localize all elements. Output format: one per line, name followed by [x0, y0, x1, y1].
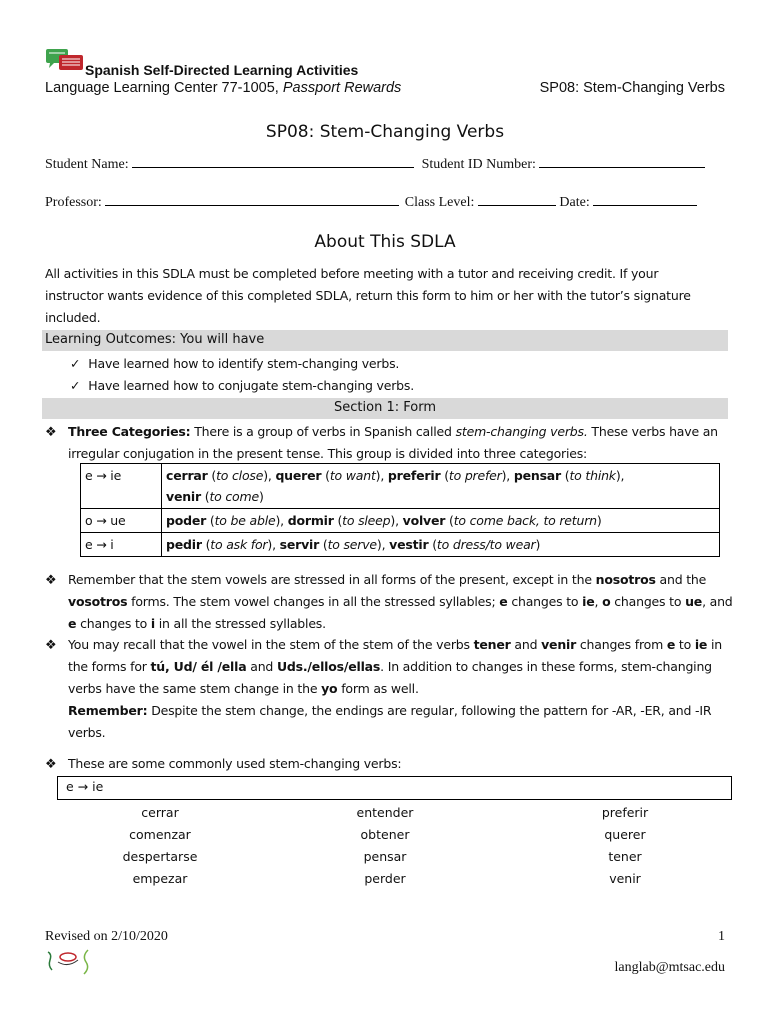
verbs-cell: cerrar (to close), querer (to want), preferir (to prefer), pensar (to think), venir (to come): [162, 464, 720, 509]
about-heading: About This SDLA: [314, 232, 456, 252]
three-categories-text: [68, 421, 728, 465]
text: e: [666, 637, 676, 652]
diamond-bullet-icon: ❖: [45, 637, 57, 652]
three-text-b: These verbs have an: [591, 424, 718, 439]
text: vosotros: [68, 594, 128, 609]
list-item: pensar: [363, 849, 407, 864]
page-number: 1: [718, 929, 725, 944]
verb: servir: [279, 537, 320, 552]
text: . In addition to changes in these forms, stem-changing: [380, 659, 712, 674]
gloss: to sleep: [342, 513, 391, 528]
outcomes-heading: Learning Outcomes: You will have: [45, 332, 265, 347]
verb-column-2: [295, 802, 475, 890]
outcome-item-2: [70, 375, 414, 397]
text: venir: [541, 637, 577, 652]
diamond-bullet-icon: ❖: [45, 424, 57, 439]
text: i: [150, 616, 155, 631]
text: form as well.: [341, 681, 419, 696]
table-row: [81, 509, 720, 533]
text: yo: [321, 681, 338, 696]
verb: venir: [166, 489, 201, 504]
student-name-field[interactable]: [132, 155, 414, 168]
list-item: cerrar: [141, 805, 179, 820]
chat-bubbles-logo: [45, 48, 85, 74]
about-paragraph: All activities in this SDLA must be completed before meeting with a tutor and receiving credit. If your instructor wants evidence of this completed SDLA, return this form to him or her with the tutor’s signature included.: [45, 266, 691, 325]
change-cell: e → i: [81, 533, 162, 557]
text: nosotros: [595, 572, 656, 587]
text: ,: [594, 594, 599, 609]
header-title: Spanish Self-Directed Learning Activities: [85, 62, 359, 78]
gloss: to be able: [214, 513, 276, 528]
diamond-bullet-icon: ❖: [45, 756, 57, 771]
header-center: [45, 80, 401, 96]
text: Remember that the stem vowels are stressed in all forms of the present, except in the: [68, 572, 592, 587]
text: , and: [702, 594, 733, 609]
text: and: [250, 659, 274, 674]
outcome-item-1: [70, 353, 399, 375]
gloss: to come: [209, 489, 259, 504]
remember-paragraph: [68, 569, 733, 635]
three-text-italic: stem-changing verbs.: [455, 424, 588, 439]
gloss: to come back, to return: [453, 513, 597, 528]
professor-label: Professor:: [45, 195, 102, 210]
gloss: to close: [216, 468, 264, 483]
common-box: [57, 776, 732, 800]
list-item: despertarse: [122, 849, 198, 864]
gloss: to serve: [327, 537, 377, 552]
verbs-cell: poder (to be able), dormir (to sleep), volver (to come back, to return): [162, 509, 720, 533]
text: e: [68, 616, 77, 631]
recall-paragraph: [68, 634, 733, 744]
list-item: entender: [356, 805, 414, 820]
diamond-bullet-icon: ❖: [45, 572, 57, 587]
footer-email: langlab@mtsac.edu: [614, 960, 725, 975]
list-item: tener: [608, 849, 642, 864]
text: changes to: [511, 594, 579, 609]
verb: dormir: [287, 513, 334, 528]
text: in all the stressed syllables.: [158, 616, 326, 631]
outcome-text-2: Have learned how to conjugate stem-changing verbs.: [88, 378, 415, 393]
verb-column-3: [535, 802, 715, 890]
header-center-italic: Passport Rewards: [282, 80, 402, 96]
verb: vestir: [389, 537, 429, 552]
text: and: [514, 637, 538, 652]
list-item: querer: [604, 827, 646, 842]
gloss: to ask for: [210, 537, 268, 552]
text: e: [499, 594, 508, 609]
categories-table: [80, 463, 720, 557]
table-row: [81, 533, 720, 557]
text: ie: [582, 594, 595, 609]
verbs-cell: pedir (to ask for), servir (to serve), vestir (to dress/to wear): [162, 533, 720, 557]
header-center-text: Language Learning Center 77-1005,: [45, 80, 279, 96]
text: and the: [659, 572, 707, 587]
gloss: to dress/to wear: [436, 537, 536, 552]
text: forms. The stem vowel changes in all the stressed syllables;: [131, 594, 496, 609]
header-right: SP08: Stem-Changing Verbs: [539, 80, 725, 96]
gloss: to think: [569, 468, 616, 483]
gloss: to prefer: [448, 468, 502, 483]
check-icon: ✓: [70, 378, 81, 393]
text: to: [678, 637, 692, 652]
text: o: [602, 594, 611, 609]
text: changes from: [579, 637, 664, 652]
section1-heading: Section 1: Form: [334, 400, 436, 415]
text: ue: [685, 594, 703, 609]
change-cell: e → ie: [81, 464, 162, 509]
class-level-label: Class Level:: [404, 195, 475, 210]
text: the forms for: [68, 659, 147, 674]
verb: preferir: [387, 468, 441, 483]
text: Uds./ellos/ellas: [276, 659, 381, 674]
text: tener: [473, 637, 511, 652]
three-text-line2: irregular conjugation in the present tense. This group is divided into three categories:: [68, 446, 588, 461]
text: ie: [694, 637, 708, 652]
verb: cerrar: [166, 468, 208, 483]
professor-field[interactable]: [105, 193, 399, 206]
date-label: Date:: [559, 195, 590, 210]
text: tú, Ud/ él /ella: [150, 659, 247, 674]
list-item: empezar: [132, 871, 188, 886]
check-icon: ✓: [70, 356, 81, 371]
student-id-field[interactable]: [539, 155, 705, 168]
verb: pensar: [513, 468, 562, 483]
table-row: [81, 464, 720, 509]
verb: querer: [275, 468, 322, 483]
document-title: SP08: Stem-Changing Verbs: [265, 122, 505, 142]
text: in: [711, 637, 722, 652]
text: verbs.: [68, 725, 106, 740]
three-categories-label: Three Categories:: [68, 424, 191, 439]
student-id-label: Student ID Number:: [421, 157, 536, 172]
common-box-label: e → ie: [66, 779, 104, 794]
list-item: venir: [609, 871, 641, 886]
date-field[interactable]: [593, 193, 697, 206]
text: Despite the stem change, the endings are regular, following the pattern for -AR, -ER, and -IR: [151, 703, 712, 718]
text: changes to: [614, 594, 682, 609]
form-row-1: [45, 155, 705, 173]
list-item: obtener: [360, 827, 410, 842]
text: Remember:: [68, 703, 148, 718]
list-item: comenzar: [129, 827, 191, 842]
class-level-field[interactable]: [478, 193, 556, 206]
form-row-2: [45, 193, 697, 211]
three-text-a: There is a group of verbs in Spanish called: [194, 424, 452, 439]
student-name-label: Student Name:: [45, 157, 129, 172]
verb: poder: [166, 513, 207, 528]
change-cell: o → ue: [81, 509, 162, 533]
verb-column-1: [70, 802, 250, 890]
list-item: perder: [364, 871, 406, 886]
text: You may recall that the vowel in the stem of the stem of the verbs: [68, 637, 470, 652]
verb: volver: [402, 513, 446, 528]
text: verbs have the same stem change in the: [68, 681, 318, 696]
footer-logo: [44, 948, 100, 976]
outcome-text-1: Have learned how to identify stem-changing verbs.: [88, 356, 400, 371]
gloss: to want: [329, 468, 376, 483]
list-item: preferir: [601, 805, 649, 820]
revised-date: Revised on 2/10/2020: [45, 929, 168, 944]
verb: pedir: [166, 537, 202, 552]
text: changes to: [80, 616, 148, 631]
common-intro: These are some commonly used stem-changing verbs:: [68, 756, 402, 771]
